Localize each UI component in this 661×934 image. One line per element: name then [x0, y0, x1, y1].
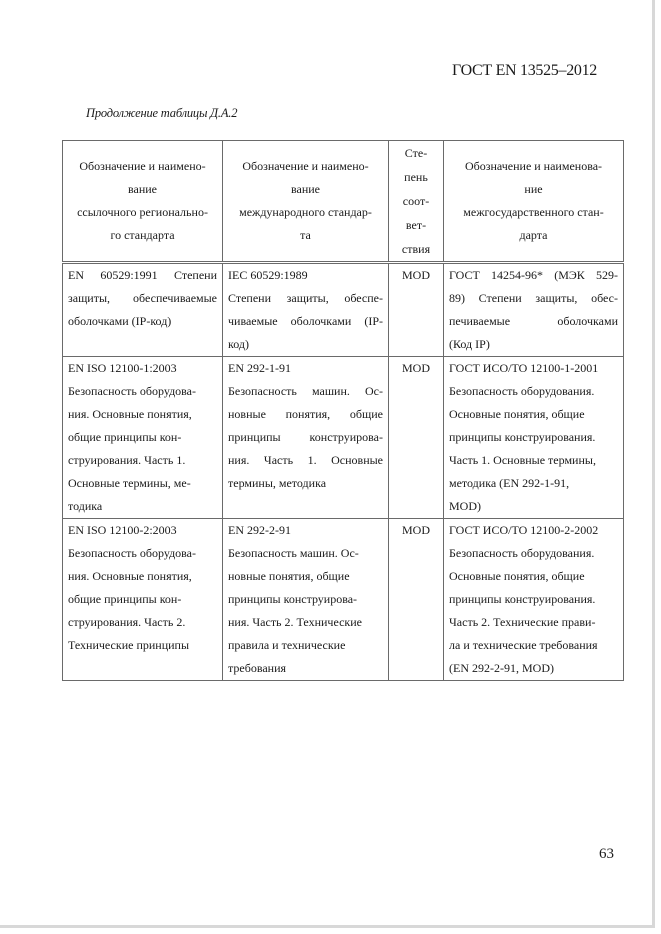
cell-regional: EN ISO 12100-1:2003 Безопасность оборудова- ния. Основные понятия, общие принципы кон- струирования. Часть 1. Основные термины, ме- тодика	[63, 357, 223, 519]
cell-degree: MOD	[389, 357, 444, 519]
table-row	[63, 357, 624, 519]
header-interstate-standard: Обозначение и наименова- ние межгосударственного стан- дарта	[444, 141, 624, 263]
header-degree-of-correspondence: Сте- пень соот- вет- ствия	[389, 141, 444, 263]
table-row	[63, 263, 624, 357]
cell-regional: EN 60529:1991 Степени защиты, обеспечиваемые оболочками (IP-код)	[63, 263, 223, 357]
cell-degree: MOD	[389, 263, 444, 357]
table-continuation-caption: Продолжение таблицы Д.А.2	[86, 106, 238, 120]
cell-international: EN 292-2-91 Безопасность машин. Ос- новные понятия, общие принципы конструирова- ния. Часть 2. Технические правила и технические требования	[223, 519, 389, 681]
cell-international: EN 292-1-91 Безопасность машин. Ос- новные понятия, общие принципы конструирова- ния. Часть 1. Основные термины, методика	[223, 357, 389, 519]
document-code: ГОСТ EN 13525–2012	[452, 62, 597, 79]
header-international-standard: Обозначение и наимено- вание международного стандар- та	[223, 141, 389, 263]
table-header-row	[63, 141, 624, 263]
cell-interstate: ГОСТ ИСО/ТО 12100-2-2002 Безопасность оборудования. Основные понятия, общие принципы конструирования. Часть 2. Технические прави- ла и технические требования (EN 292-2-91, MOD)	[444, 519, 624, 681]
cell-interstate: ГОСТ 14254-96* (МЭК 529- 89) Степени защиты, обес- печиваемые оболочками (Код IP)	[444, 263, 624, 357]
cell-degree: MOD	[389, 519, 444, 681]
table-row	[63, 519, 624, 681]
cell-regional: EN ISO 12100-2:2003 Безопасность оборудова- ния. Основные понятия, общие принципы кон- струирования. Часть 2. Технические принципы	[63, 519, 223, 681]
cell-interstate: ГОСТ ИСО/ТО 12100-1-2001 Безопасность оборудования. Основные понятия, общие принципы конструирования. Часть 1. Основные термины, методика (EN 292-1-91, MOD)	[444, 357, 624, 519]
header-regional-standard: Обозначение и наимено- вание ссылочного регионально- го стандарта	[63, 141, 223, 263]
cell-international: IEC 60529:1989 Степени защиты, обеспе- чиваемые оболочками (IP- код)	[223, 263, 389, 357]
page-number: 63	[599, 846, 614, 862]
standards-correspondence-table	[62, 140, 624, 681]
